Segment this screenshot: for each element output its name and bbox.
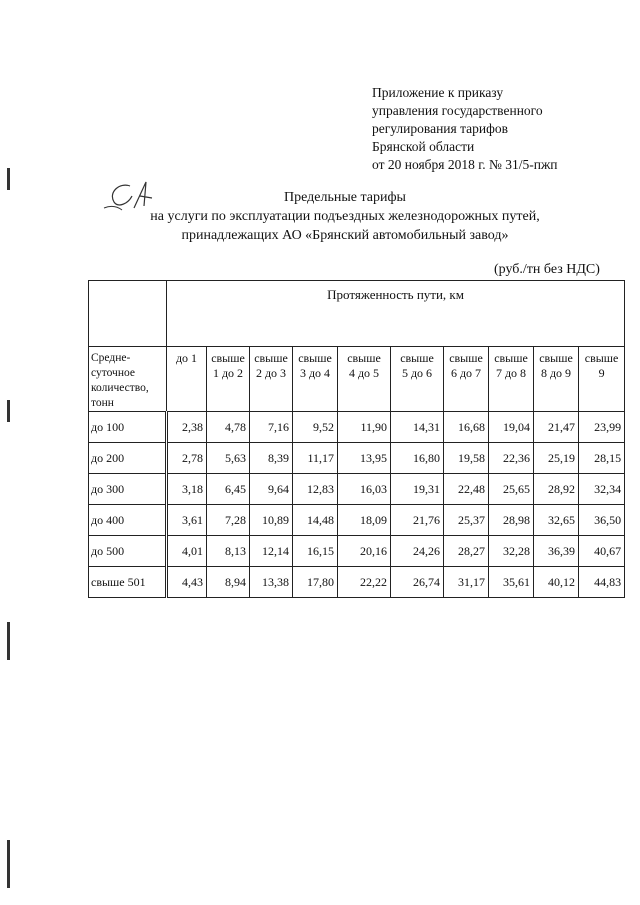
table-cell: 20,16 [338, 536, 391, 567]
appendix-line: управления государственного [372, 103, 543, 118]
table-cell: 2,78 [167, 443, 207, 474]
band-header: свыше 2 до 3 [250, 347, 293, 412]
unit-label: (руб./тн без НДС) [494, 262, 600, 277]
table-cell: 14,31 [391, 412, 444, 443]
table-cell: 18,09 [338, 505, 391, 536]
table-cell: 19,31 [391, 474, 444, 505]
band-row [89, 347, 625, 412]
table-cell: 36,50 [579, 505, 625, 536]
scan-mark [7, 168, 10, 190]
title-line-3: принадлежащих АО «Брянский автомобильный завод» [181, 228, 509, 243]
table-cell: 24,26 [391, 536, 444, 567]
scan-mark [7, 840, 10, 888]
table-cell: 19,58 [444, 443, 489, 474]
table-cell: 36,39 [534, 536, 579, 567]
table-cell: 16,80 [391, 443, 444, 474]
table-cell: 2,38 [167, 412, 207, 443]
appendix-note [372, 84, 612, 174]
row-label: до 200 [89, 443, 167, 474]
tariff-table [88, 280, 625, 598]
table-cell: 13,95 [338, 443, 391, 474]
table-cell: 44,83 [579, 567, 625, 598]
band-header: свыше 7 до 8 [489, 347, 534, 412]
row-label: свыше 501 [89, 567, 167, 598]
row-label: до 500 [89, 536, 167, 567]
row-label: до 300 [89, 474, 167, 505]
appendix-line: Приложение к приказу [372, 85, 504, 100]
band-header: свыше 6 до 7 [444, 347, 489, 412]
table-cell: 25,37 [444, 505, 489, 536]
table-cell: 4,43 [167, 567, 207, 598]
row-label: до 400 [89, 505, 167, 536]
table-cell: 9,52 [293, 412, 338, 443]
table-cell: 22,36 [489, 443, 534, 474]
table-cell: 28,98 [489, 505, 534, 536]
table-cell: 23,99 [579, 412, 625, 443]
table-cell: 9,64 [250, 474, 293, 505]
table-cell: 32,34 [579, 474, 625, 505]
distance-header: Протяженность пути, км [167, 281, 625, 347]
table-cell: 16,68 [444, 412, 489, 443]
table-cell: 17,80 [293, 567, 338, 598]
table-cell: 40,67 [579, 536, 625, 567]
scan-mark [7, 400, 10, 422]
table-cell: 22,22 [338, 567, 391, 598]
row-label: до 100 [89, 412, 167, 443]
table-cell: 8,39 [250, 443, 293, 474]
table-cell: 28,27 [444, 536, 489, 567]
appendix-line: Брянской области [372, 139, 475, 154]
table-row [89, 443, 625, 474]
band-header: свыше 4 до 5 [338, 347, 391, 412]
table-cell: 25,19 [534, 443, 579, 474]
table-row [89, 412, 625, 443]
table-cell: 7,28 [207, 505, 250, 536]
table-row [89, 536, 625, 567]
table-cell: 10,89 [250, 505, 293, 536]
table-cell: 21,47 [534, 412, 579, 443]
table-cell: 11,90 [338, 412, 391, 443]
title-line-2: на услуги по эксплуатации подъездных железнодорожных путей, [150, 209, 540, 224]
table-cell: 6,45 [207, 474, 250, 505]
table-cell: 8,94 [207, 567, 250, 598]
band-header: свыше 9 [579, 347, 625, 412]
table-cell: 28,15 [579, 443, 625, 474]
table-row [89, 474, 625, 505]
table-cell: 25,65 [489, 474, 534, 505]
band-header: до 1 [167, 347, 207, 412]
table-row [89, 505, 625, 536]
table-cell: 40,12 [534, 567, 579, 598]
table-cell: 12,14 [250, 536, 293, 567]
header-row [89, 281, 625, 347]
table-cell: 26,74 [391, 567, 444, 598]
table-cell: 28,92 [534, 474, 579, 505]
document-title [120, 188, 570, 245]
table-cell: 21,76 [391, 505, 444, 536]
appendix-line: регулирования тарифов [372, 121, 509, 136]
band-header: свыше 1 до 2 [207, 347, 250, 412]
table-cell: 3,61 [167, 505, 207, 536]
scan-mark [7, 622, 10, 660]
table-cell: 4,78 [207, 412, 250, 443]
table-cell: 11,17 [293, 443, 338, 474]
title-line-1: Предельные тарифы [284, 190, 406, 205]
table-cell: 8,13 [207, 536, 250, 567]
table-cell: 32,65 [534, 505, 579, 536]
row-header-label: Средне- суточное количество, тонн [89, 347, 167, 412]
table-cell: 22,48 [444, 474, 489, 505]
table-cell: 16,15 [293, 536, 338, 567]
band-header: свыше 8 до 9 [534, 347, 579, 412]
appendix-line: от 20 ноября 2018 г. № 31/5-пжп [372, 157, 558, 172]
header-corner [89, 281, 167, 347]
band-header: свыше 3 до 4 [293, 347, 338, 412]
table-cell: 14,48 [293, 505, 338, 536]
table-cell: 7,16 [250, 412, 293, 443]
table-cell: 32,28 [489, 536, 534, 567]
table-cell: 19,04 [489, 412, 534, 443]
table-cell: 4,01 [167, 536, 207, 567]
table-row [89, 567, 625, 598]
table-cell: 12,83 [293, 474, 338, 505]
table-cell: 3,18 [167, 474, 207, 505]
table-cell: 16,03 [338, 474, 391, 505]
table-cell: 13,38 [250, 567, 293, 598]
band-header: свыше 5 до 6 [391, 347, 444, 412]
table-cell: 5,63 [207, 443, 250, 474]
table-cell: 35,61 [489, 567, 534, 598]
table-cell: 31,17 [444, 567, 489, 598]
